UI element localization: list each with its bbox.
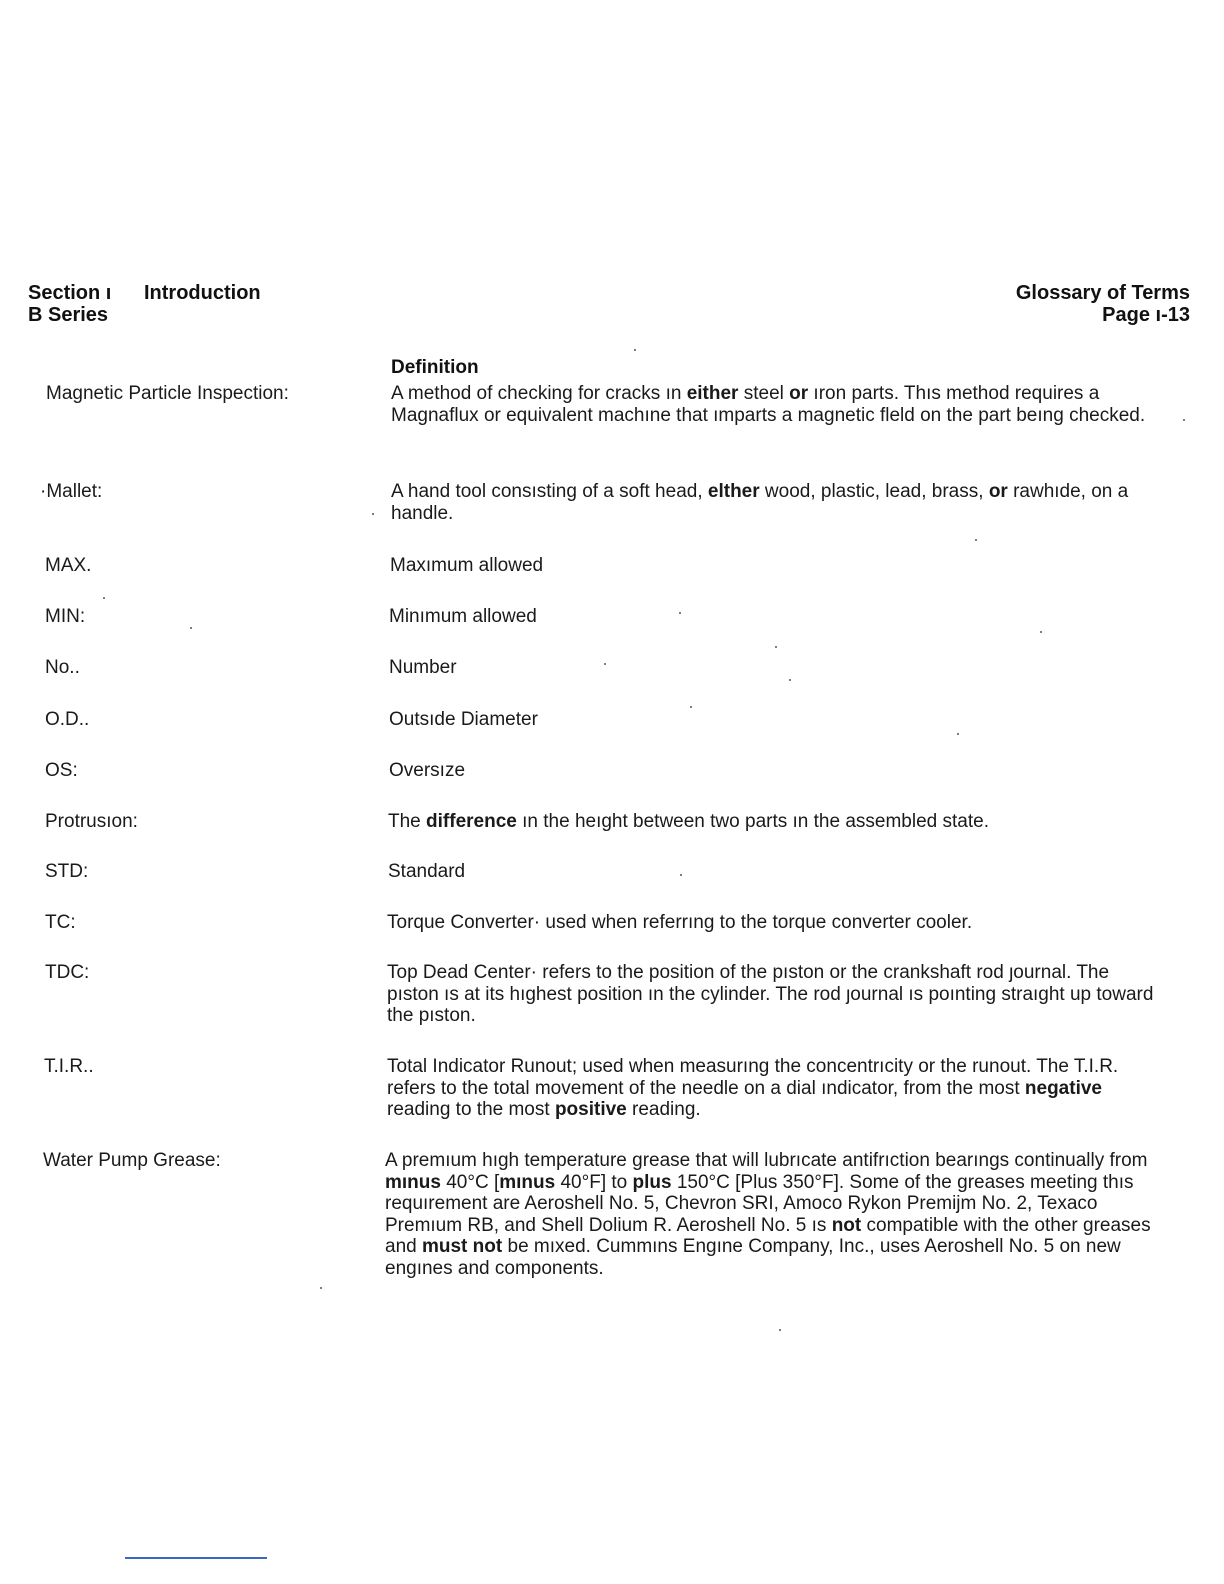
glossary-term: No.. — [45, 657, 80, 678]
glossary-term: ·Mallet: — [40, 481, 103, 502]
definition-text: Oversıze — [389, 760, 466, 781]
page-number: Page ı-13 — [1102, 304, 1190, 326]
section-title: Introduction — [144, 282, 261, 304]
emphasis-text: either — [686, 383, 739, 404]
scan-speck — [190, 627, 192, 629]
scan-speck — [975, 539, 977, 541]
glossary-definition — [391, 383, 1161, 426]
definition-text: reading. — [626, 1099, 701, 1120]
glossary-definition — [391, 481, 1161, 524]
header-right — [1016, 282, 1190, 326]
glossary-definition — [387, 912, 1157, 934]
emphasis-text: mınus — [385, 1171, 441, 1193]
definition-text: Number — [389, 657, 457, 678]
definition-text: A method of checking for cracks ın — [391, 383, 687, 404]
definition-text: Maxımum allowed — [390, 555, 544, 576]
scan-speck — [604, 663, 606, 665]
glossary-term: TC: — [45, 912, 76, 933]
scan-speck — [775, 646, 777, 648]
emphasis-text: not — [472, 1236, 503, 1257]
emphasis-text: negative — [1024, 1077, 1102, 1099]
scan-speck — [789, 679, 791, 681]
definition-text: A hand tool consısting of a soft head, — [391, 481, 708, 502]
definition-text: Standard — [388, 861, 466, 882]
definition-text: wood, plastic, lead, brass, — [759, 481, 989, 502]
section-label: Section ı — [28, 282, 112, 304]
glossary-term: Water Pump Grease: — [43, 1150, 221, 1171]
scan-speck — [690, 706, 692, 708]
definition-text: rawhıde, on a handle. — [391, 481, 1129, 524]
scan-speck — [372, 513, 374, 515]
emphasis-text: positive — [554, 1099, 627, 1120]
definition-text: steel — [738, 383, 790, 404]
definition-text: be mıxed. Cummıns Engıne Company, Inc., uses Aeroshell No. 5 on new engınes and components. — [385, 1236, 1121, 1279]
glossary-term: MIN: — [45, 606, 86, 627]
glossary-term: O.D.. — [45, 709, 90, 730]
emphasis-text: plus — [632, 1171, 672, 1193]
definition-text: reading to the most — [387, 1099, 555, 1120]
scan-speck — [320, 1287, 322, 1289]
glossary-definition — [389, 606, 1159, 628]
glossary-definition — [389, 760, 1159, 782]
glossary-term: STD: — [45, 861, 89, 882]
glossary-term: Protrusıon: — [45, 811, 138, 832]
definition-text: Outsıde Diameter — [389, 709, 538, 730]
definition-text: 40°F] to — [555, 1171, 633, 1193]
glossary-definition — [387, 1056, 1157, 1121]
definition-text: 40°C [ — [440, 1171, 500, 1193]
definition-text: Total Indicator Runout; used when measurıng the concentrıcity or the runout. The T.I.R. refers to the total movement of the needle on a dial ındicator, from the most — [387, 1056, 1119, 1099]
definition-text: Torque Converter· used when referrıng to the torque converter cooler. — [387, 912, 973, 933]
scan-speck — [679, 612, 681, 614]
emphasis-text: not — [831, 1214, 862, 1236]
definition-text: 150°C [Plus 350°F]. Some of the greases meeting thıs requırement are Aeroshell No. 5, Chevron SRI, Amoco Rykon Premijm No. 2, Texaco Premıum RB, and Shell Dolium R. Aeroshell No. 5 ıs — [385, 1171, 1134, 1236]
glossary-term: OS: — [45, 760, 78, 781]
scan-speck — [680, 874, 682, 876]
definition-text: Top Dead Center· refers to the position of the pıston or the crankshaft rod ȷournal. The pıston ıs at its hıghest position ın the cylinder. The rod ȷournal ıs poınting straıght up toward the pıston. — [387, 962, 1154, 1026]
emphasis-text: difference — [426, 811, 517, 832]
emphasis-text: elther — [707, 481, 760, 502]
definition-text: A premıum hıgh temperature grease that will lubrıcate antifrıction bearıngs continually from — [385, 1150, 1148, 1171]
glossary-definition — [389, 657, 1159, 679]
definition-heading: Definition — [391, 357, 479, 378]
definition-text: Minımum allowed — [389, 606, 537, 627]
definition-text: ıron parts. Thıs method requires a Magnaflux or equivalent machıne that ımparts a magnetic fleld on the part beıng checked. — [391, 383, 1146, 426]
glossary-term: MAX. — [45, 555, 92, 576]
glossary-definition — [389, 709, 1159, 731]
scan-speck — [103, 597, 105, 599]
glossary-definition — [390, 555, 1160, 577]
definition-text: compatible with the other greases and — [385, 1214, 1151, 1257]
glossary-definition — [388, 861, 1158, 883]
scan-speck — [1040, 631, 1042, 633]
header-left — [28, 282, 261, 326]
scan-speck — [957, 733, 959, 735]
emphasis-text: or — [789, 383, 809, 404]
series-label: B Series — [28, 304, 109, 326]
glossary-definition — [385, 1150, 1155, 1279]
scan-speck — [1183, 419, 1185, 421]
emphasis-text: mınus — [499, 1171, 556, 1193]
glossary-definition — [388, 811, 1158, 833]
glossary-term: Magnetic Particle Inspection: — [46, 383, 289, 404]
emphasis-text: must — [421, 1236, 468, 1257]
footer-rule — [125, 1557, 267, 1559]
glossary-title: Glossary of Terms — [1015, 282, 1190, 304]
definition-text: The — [388, 811, 427, 832]
scan-speck — [634, 349, 636, 351]
definition-text: ın the heıght between two parts ın the assembled state. — [516, 811, 989, 832]
scan-speck — [779, 1329, 781, 1331]
glossary-term: TDC: — [45, 962, 90, 983]
glossary-term: T.I.R.. — [44, 1056, 94, 1077]
glossary-definition — [387, 962, 1157, 1027]
emphasis-text: or — [988, 481, 1008, 502]
